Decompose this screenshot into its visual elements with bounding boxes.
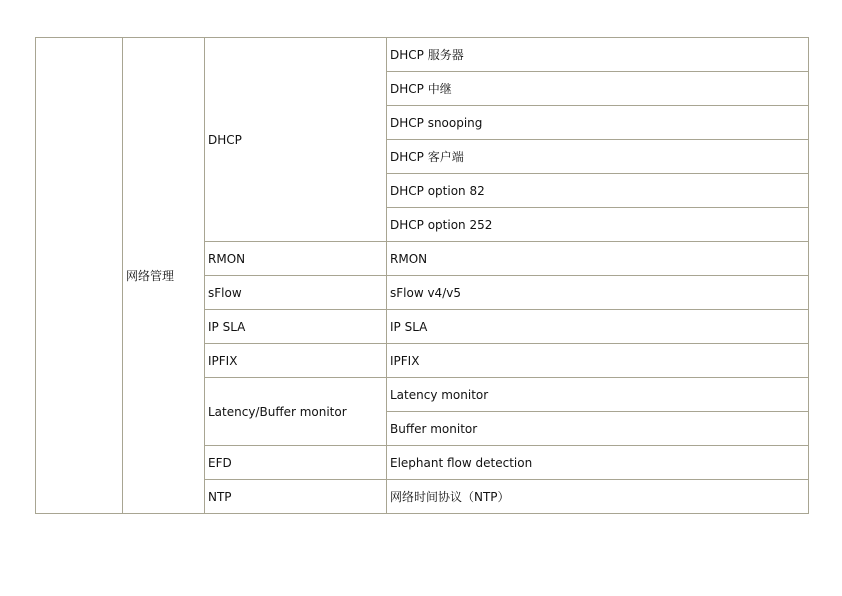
feature-cell: RMON xyxy=(387,242,809,276)
feature-cell: Latency monitor xyxy=(387,378,809,412)
feature-cell: DHCP 服务器 xyxy=(387,38,809,72)
feature-cell: DHCP 中继 xyxy=(387,72,809,106)
group-cell: EFD xyxy=(205,446,387,480)
group-cell: IPFIX xyxy=(205,344,387,378)
feature-cell: IPFIX xyxy=(387,344,809,378)
group-cell: Latency/Buffer monitor xyxy=(205,378,387,446)
feature-cell: Buffer monitor xyxy=(387,412,809,446)
feature-cell: DHCP 客户端 xyxy=(387,140,809,174)
table-body xyxy=(36,38,809,514)
feature-cell: DHCP option 82 xyxy=(387,174,809,208)
feature-cell: sFlow v4/v5 xyxy=(387,276,809,310)
group-cell: NTP xyxy=(205,480,387,514)
subcategory-cell: 网络管理 xyxy=(123,38,205,514)
group-cell: RMON xyxy=(205,242,387,276)
feature-cell: IP SLA xyxy=(387,310,809,344)
feature-cell: DHCP option 252 xyxy=(387,208,809,242)
group-cell: IP SLA xyxy=(205,310,387,344)
feature-cell: DHCP snooping xyxy=(387,106,809,140)
feature-cell: Elephant flow detection xyxy=(387,446,809,480)
feature-spec-table xyxy=(35,37,809,514)
table-row xyxy=(36,38,809,72)
group-cell: sFlow xyxy=(205,276,387,310)
feature-cell: 网络时间协议（NTP） xyxy=(387,480,809,514)
group-cell: DHCP xyxy=(205,38,387,242)
category-cell xyxy=(36,38,123,514)
